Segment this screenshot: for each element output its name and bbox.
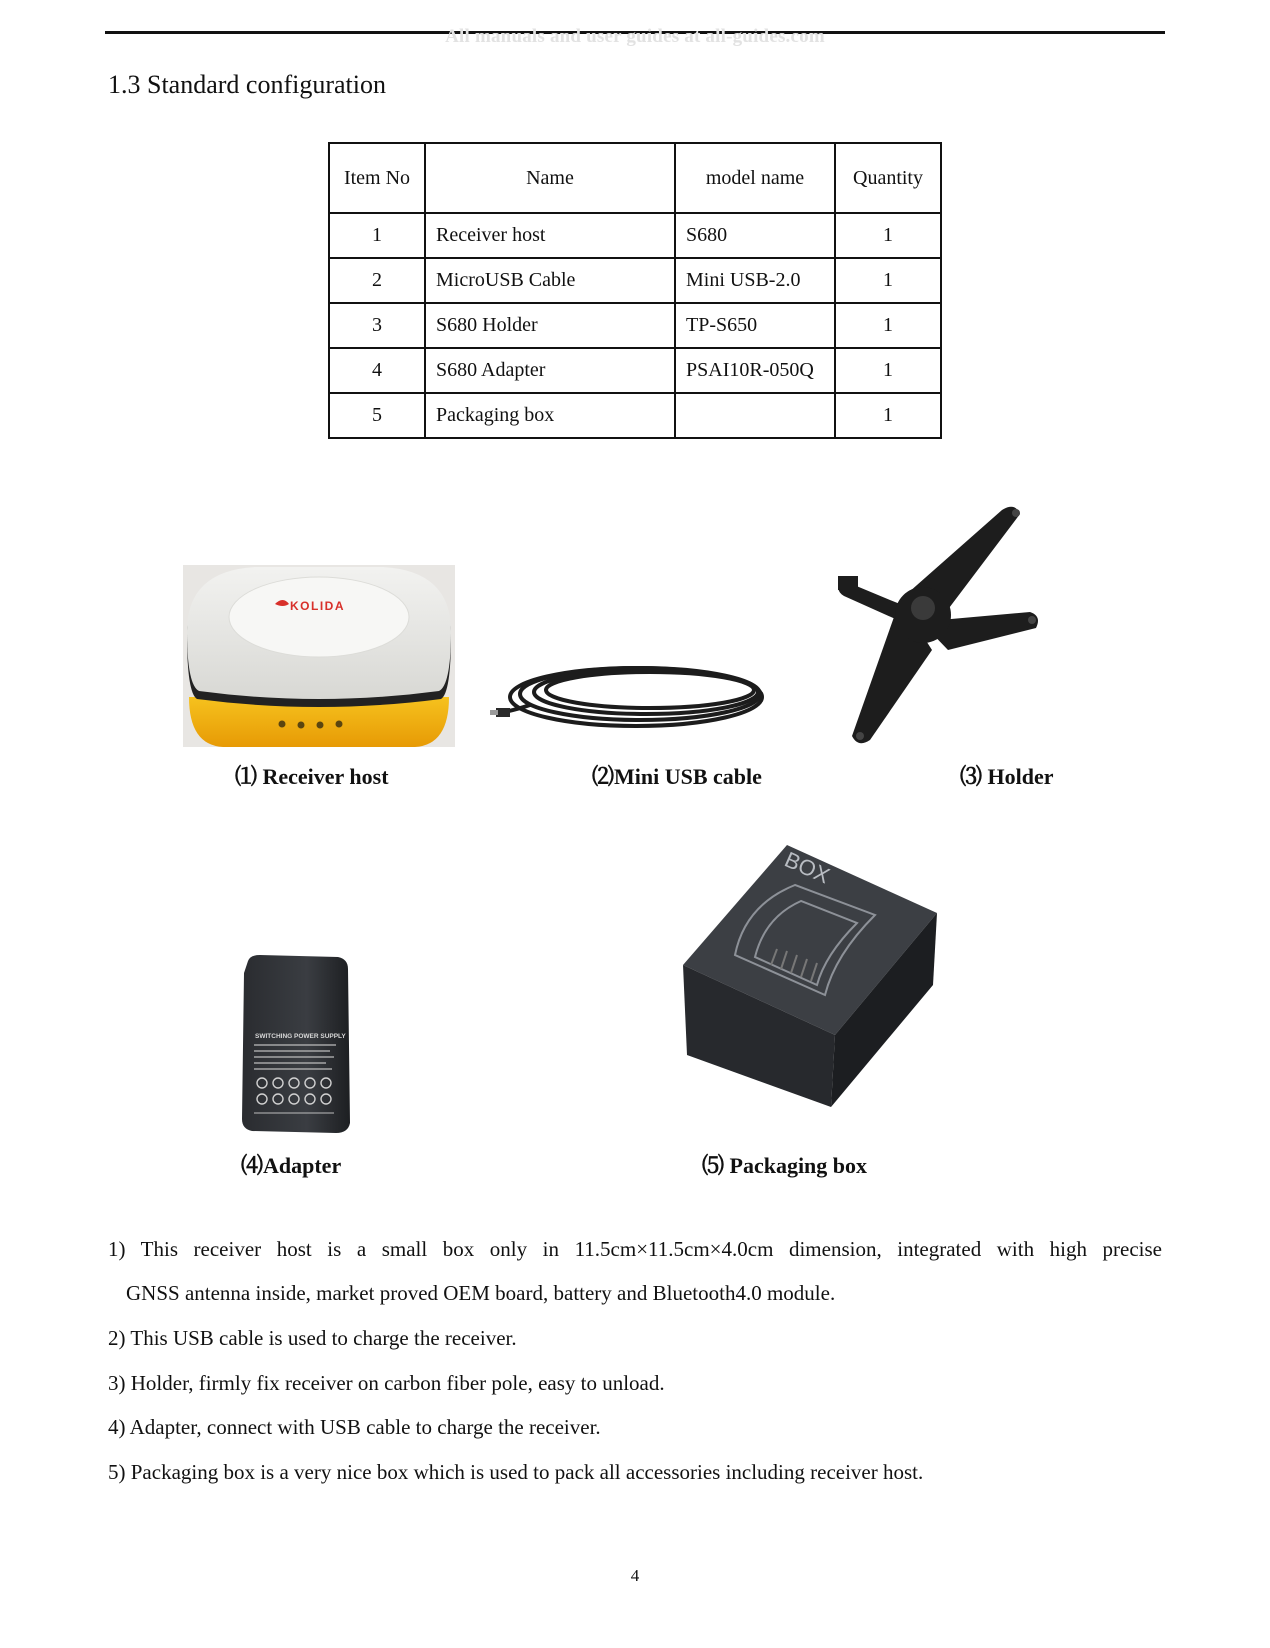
description-5: 5) Packaging box is a very nice box which is used to pack all accessories including receiver host. [108, 1460, 924, 1484]
description-1-line2: GNSS antenna inside, market proved OEM board, battery and Bluetooth4.0 module. [126, 1281, 836, 1305]
cell-quantity: 1 [835, 213, 941, 258]
cell-model-name [675, 393, 835, 438]
table-header-row [329, 143, 941, 213]
cell-quantity: 1 [835, 258, 941, 303]
cell-item-no: 2 [329, 258, 425, 303]
cell-model-name: TP-S650 [675, 303, 835, 348]
cell-item-no: 3 [329, 303, 425, 348]
svg-text:BOX: BOX [780, 846, 834, 889]
svg-text:KOLIDA: KOLIDA [290, 599, 345, 613]
header-quantity: Quantity [835, 143, 941, 213]
holder-caption: ⑶ Holder [960, 764, 1054, 789]
cell-model-name: S680 [675, 213, 835, 258]
receiver-host-image [183, 565, 455, 747]
page-number: 4 [630, 1566, 640, 1585]
standard-configuration-table [328, 142, 942, 439]
cell-model-name: PSAI10R-050Q [675, 348, 835, 393]
header-name: Name [425, 143, 675, 213]
adapter-image [240, 955, 355, 1135]
description-4: 4) Adapter, connect with USB cable to charge the receiver. [108, 1415, 601, 1439]
mini-usb-cable-image [490, 650, 790, 740]
table-row [329, 348, 941, 393]
header-model-name: model name [675, 143, 835, 213]
cell-name: Receiver host [425, 213, 675, 258]
cell-item-no: 1 [329, 213, 425, 258]
adapter-caption: ⑷Adapter [241, 1153, 342, 1178]
description-1-line1: 1) This receiver host is a small box only in 11.5cm×11.5cm×4.0cm dimension, integrated with high precise [108, 1237, 1162, 1261]
receiver-host-caption: ⑴ Receiver host [235, 764, 389, 789]
packaging-box-image [675, 845, 945, 1110]
cell-quantity: 1 [835, 348, 941, 393]
cell-item-no: 4 [329, 348, 425, 393]
description-2: 2) This USB cable is used to charge the receiver. [108, 1326, 517, 1350]
cell-quantity: 1 [835, 393, 941, 438]
cell-name: S680 Adapter [425, 348, 675, 393]
table-row [329, 393, 941, 438]
holder-image [830, 500, 1050, 750]
cell-name: Packaging box [425, 393, 675, 438]
cell-model-name: Mini USB-2.0 [675, 258, 835, 303]
table-row [329, 303, 941, 348]
table-row [329, 213, 941, 258]
watermark: All manuals and user guides at all-guides.com [445, 26, 825, 47]
mini-usb-cable-caption: ⑵Mini USB cable [592, 764, 762, 789]
cell-quantity: 1 [835, 303, 941, 348]
table-row [329, 258, 941, 303]
cell-item-no: 5 [329, 393, 425, 438]
header-item-no: Item No [329, 143, 425, 213]
svg-text:SWITCHING POWER SUPPLY: SWITCHING POWER SUPPLY [255, 1033, 346, 1040]
cell-name: S680 Holder [425, 303, 675, 348]
packaging-box-caption: ⑸ Packaging box [702, 1153, 868, 1178]
description-3: 3) Holder, firmly fix receiver on carbon fiber pole, easy to unload. [108, 1371, 665, 1395]
section-title: 1.3 Standard configuration [108, 70, 386, 99]
cell-name: MicroUSB Cable [425, 258, 675, 303]
